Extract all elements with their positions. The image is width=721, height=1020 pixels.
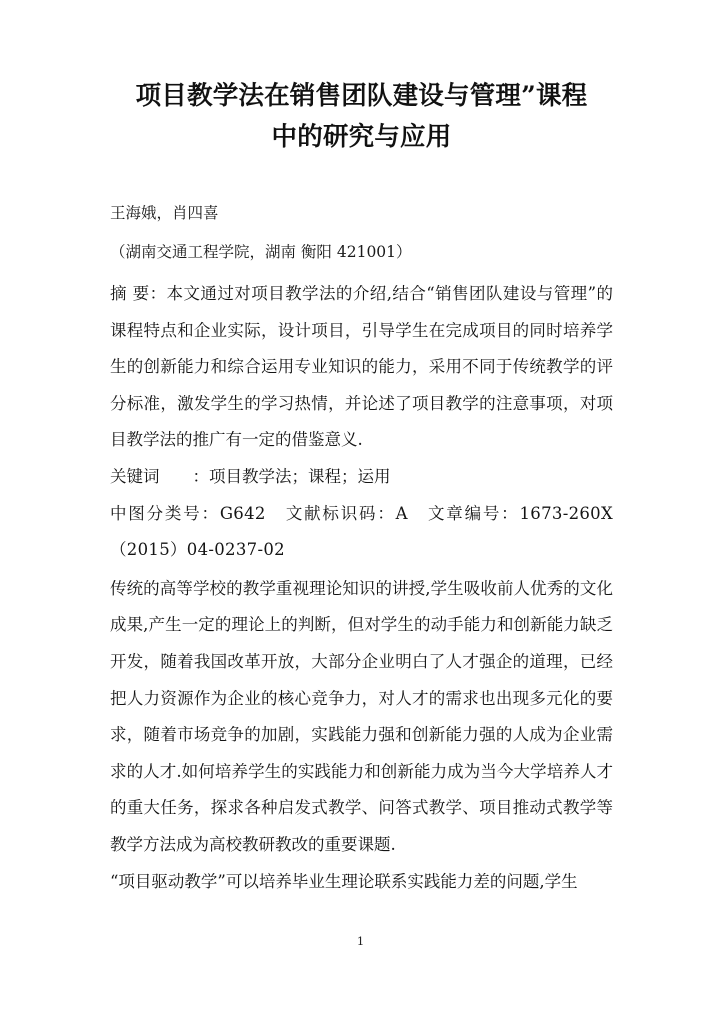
abstract-text: 本文通过对项目教学法的介绍,结合“销售团队建设与管理”的课程特点和企业实际，设计项目，引导学生在完成项目的同时培养学生的创新能力和综合运用专业知识的能力，采用不同于传统教学的评分标准，激发学生的学习热情，并论述了项目教学的注意事项，对项目教学法的推广有一定的借鉴意义. <box>110 284 613 450</box>
page-number: 1 <box>356 934 365 948</box>
page-footer <box>0 930 721 949</box>
abstract-block <box>110 276 613 569</box>
keywords-text: 项目教学法；课程；运用 <box>209 466 391 486</box>
keywords-separator: ： <box>192 466 209 486</box>
page-content <box>110 0 613 900</box>
abstract-label: 摘 要： <box>110 284 167 303</box>
keywords-line <box>110 459 613 496</box>
clc-value: G642 <box>219 503 266 523</box>
article-id-label: 文章编号： <box>427 503 520 523</box>
author-meta-block <box>110 194 613 272</box>
article-id-value: 1673-260X（2015）04-0237-02 <box>110 503 614 560</box>
title-line-2: 中的研究与应用 <box>271 122 452 152</box>
body-block <box>110 571 613 900</box>
body-paragraph-1: 传统的高等学校的教学重视理论知识的讲授,学生吸收前人优秀的文化成果,产生一定的理论上的判断，但对学生的动手能力和创新能力缺乏开发，随着我国改革开放，大部分企业明白了人才强企的道理，已经把人力资源作为企业的核心竞争力，对人才的需求也出现多元化的要求，随着市场竞争的加剧，实践能力强和创新能力强的人成为企业需求的人才.如何培养学生的实践能力和创新能力成为当今大学培养人才的重大任务，探求各种启发式教学、问答式教学、项目推动式教学等教学方法成为高校教研教改的重要课题. <box>110 578 613 854</box>
page-title <box>110 0 613 158</box>
title-line-1: 项目教学法在销售团队建设与管理”课程 <box>135 81 588 111</box>
body-paragraph-2: “项目驱动教学”可以培养毕业生理论联系实践能力差的问题,学生 <box>110 871 578 891</box>
keywords-label: 关键词 <box>110 466 160 486</box>
doc-code-label: 文献标识码： <box>285 503 396 523</box>
classification-line <box>110 496 613 569</box>
author-names: 王海娥，肖四喜 <box>110 204 219 222</box>
clc-label: 中图分类号： <box>110 503 220 523</box>
doc-code-value: A <box>395 503 408 523</box>
affiliation: （湖南交通工程学院，湖南 衡阳 421001） <box>110 243 412 261</box>
abstract-paragraph <box>110 276 613 459</box>
